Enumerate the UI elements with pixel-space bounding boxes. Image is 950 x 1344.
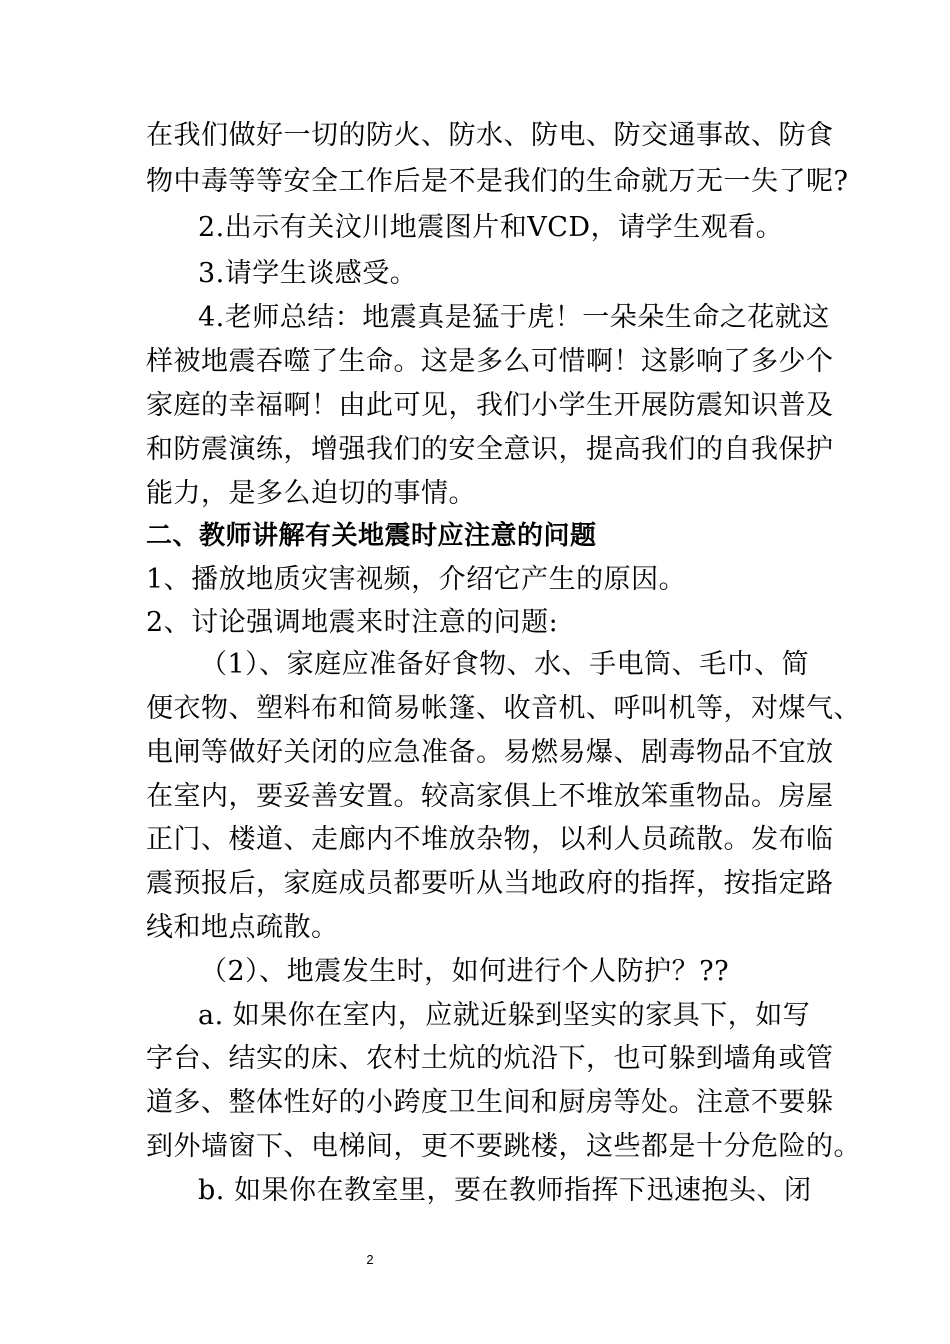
paragraph-line: 字台、结实的床、农村土炕的炕沿下，也可躲到墙角或管 <box>146 1043 834 1074</box>
paragraph-line: 样被地震吞噬了生命。这是多么可惜啊！这影响了多少个 <box>146 346 834 377</box>
paragraph-line: 震预报后，家庭成员都要听从当地政府的指挥，按指定路 <box>146 868 834 899</box>
paragraph-line: 道多、整体性好的小跨度卫生间和厨房等处。注意不要躲 <box>146 1087 834 1118</box>
paragraph-line: 便衣物、塑料布和简易帐篷、收音机、呼叫机等，对煤气、 <box>146 693 861 724</box>
paragraph-line: 到外墙窗下、电梯间，更不要跳楼，这些都是十分危险的。 <box>146 1131 861 1162</box>
paragraph-line: 在我们做好一切的防火、防水、防电、防交通事故、防食 <box>146 120 834 151</box>
page-number: 2 <box>366 1252 374 1267</box>
paragraph-line: 电闸等做好关闭的应急准备。易燃易爆、剧毒物品不宜放 <box>146 737 834 768</box>
paragraph-line: 4.老师总结：地震真是猛于虎！一朵朵生命之花就这 <box>198 302 830 333</box>
paragraph-line: a. 如果你在室内，应就近躲到坚实的家具下，如写 <box>198 1000 811 1031</box>
paragraph-line: 物中毒等等安全工作后是不是我们的生命就万无一失了呢? <box>146 166 849 197</box>
paragraph-line: b. 如果你在教室里，要在教师指挥下迅速抱头、闭 <box>198 1175 812 1206</box>
paragraph-line: 家庭的幸福啊！由此可见，我们小学生开展防震知识普及 <box>146 390 834 421</box>
section-heading: 二、教师讲解有关地震时应注意的问题 <box>146 521 597 551</box>
paragraph-line: 线和地点疏散。 <box>146 912 339 943</box>
paragraph-line: 3.请学生谈感受。 <box>198 258 418 289</box>
paragraph-line: 正门、楼道、走廊内不堆放杂物，以利人员疏散。发布临 <box>146 824 834 855</box>
paragraph-line: 2.出示有关汶川地震图片和VCD，请学生观看。 <box>198 212 784 243</box>
paragraph-line: 1、播放地质灾害视频，介绍它产生的原因。 <box>146 564 687 595</box>
paragraph-line: 能力，是多么迫切的事情。 <box>146 478 476 509</box>
paragraph-line: 2、讨论强调地震来时注意的问题: <box>146 607 559 638</box>
paragraph-line: 在室内，要妥善安置。较高家俱上不堆放笨重物品。房屋 <box>146 781 834 812</box>
paragraph-line: （1）、家庭应准备好食物、水、手电筒、毛巾、简 <box>200 649 810 680</box>
paragraph-line: 和防震演练，增强我们的安全意识，提高我们的自我保护 <box>146 434 834 465</box>
paragraph-line: （2）、地震发生时，如何进行个人防护？?? <box>200 956 730 987</box>
